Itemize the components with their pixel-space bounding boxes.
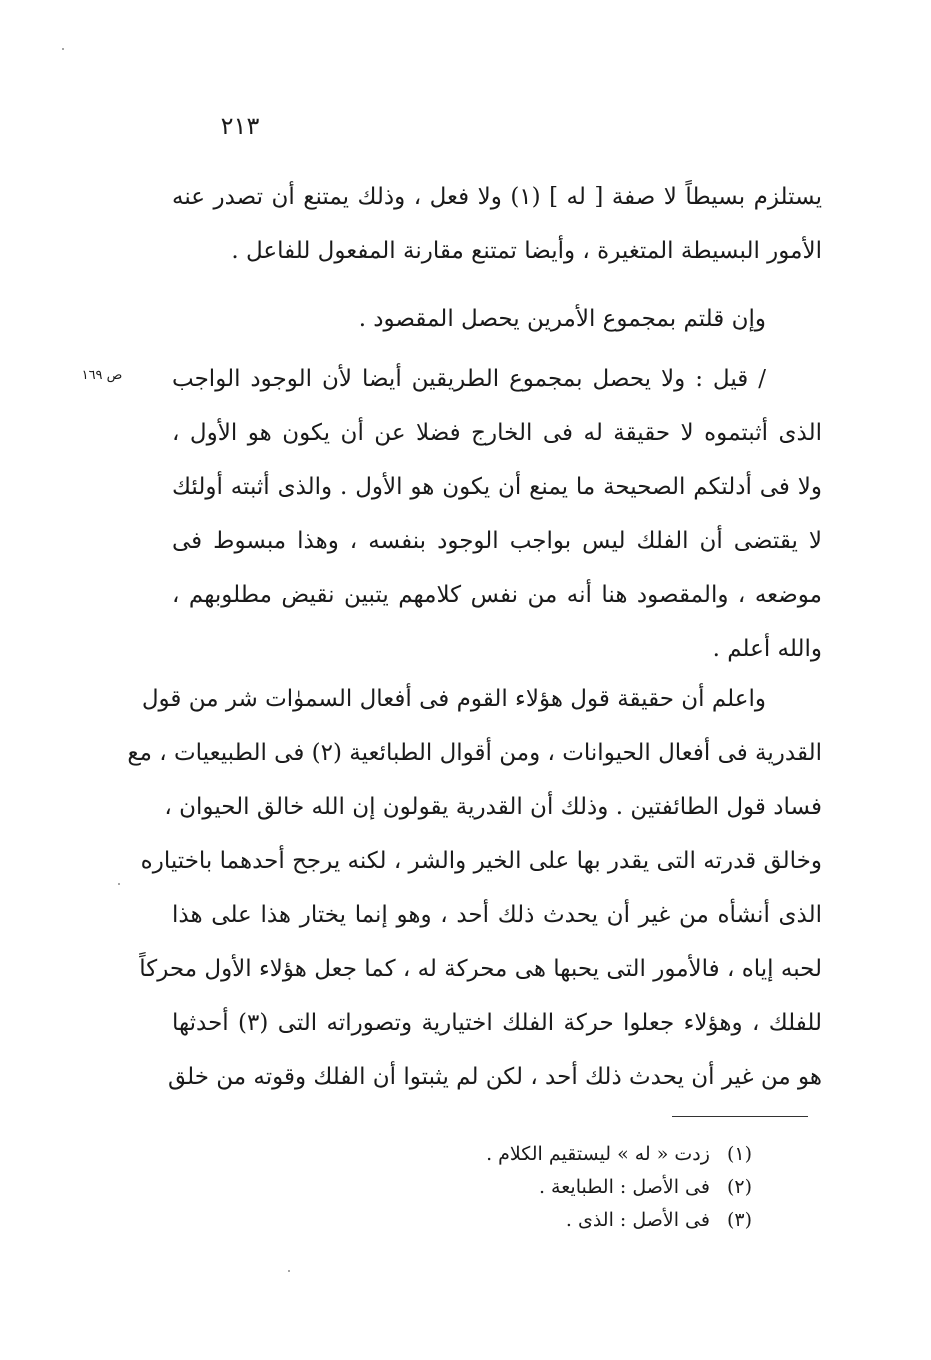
paragraph-3 bbox=[172, 352, 822, 676]
text-line: واعلم أن حقيقة قول هؤلاء القوم فى أفعال السموٰات شر من قول bbox=[141, 686, 766, 712]
scan-speck bbox=[62, 48, 64, 50]
paragraph-2 bbox=[172, 292, 822, 346]
text-line: / قيل : ولا يحصل بمجموع الطريقين أيضا لأن الوجود الواجب bbox=[172, 366, 766, 392]
text-line: وإن قلتم بمجموع الأمرين يحصل المقصود . bbox=[358, 306, 766, 332]
footnote-text: فى الأصل : الذى . bbox=[565, 1209, 710, 1231]
margin-reference: ص ١٦٩ bbox=[81, 368, 123, 383]
scan-speck bbox=[288, 1270, 290, 1272]
footnote-text: زدت « له » ليستقيم الكلام . bbox=[486, 1143, 710, 1165]
text-line: فساد قول الطائفتين . وذلك أن القدرية يقولون إن الله خالق الحيوان ، bbox=[164, 794, 822, 820]
text-line: ولا فى أدلتكم الصحيحة ما يمنع أن يكون هو الأول . والذى أثبته أولئك bbox=[172, 474, 822, 500]
page-number: ٢١٣ bbox=[220, 112, 260, 140]
text-line: والله أعلم . bbox=[712, 636, 822, 662]
footnote-2 bbox=[400, 1171, 752, 1204]
text-line: الأمور البسيطة المتغيرة ، وأيضا تمتنع مقارنة المفعول للفاعل . bbox=[231, 238, 822, 264]
text-line: الذى أنشأه من غير أن يحدث ذلك أحد ، وهو إنما يختار هذا على هذا bbox=[172, 902, 822, 928]
text-line: يستلزم بسيطاً لا صفة [ له ] (١) ولا فعل ، وذلك يمتنع أن تصدر عنه bbox=[172, 184, 822, 210]
text-line: لحبه إياه ، فالأمور التى يحبها هى محركة له ، كما جعل هؤلاء الأول محركاً bbox=[139, 956, 822, 982]
paragraph-4 bbox=[127, 672, 822, 1104]
paragraph-1 bbox=[172, 170, 822, 278]
text-line: لا يقتضى أن الفلك ليس بواجب الوجود بنفسه ، وهذا مبسوط فى bbox=[172, 528, 822, 554]
text-line: هو من غير أن يحدث ذلك أحد ، لكن لم يثبتوا أن الفلك وقوته من خلق bbox=[167, 1064, 822, 1090]
footnote-1 bbox=[400, 1138, 752, 1171]
text-line: للفلك ، وهؤلاء جعلوا حركة الفلك اختيارية وتصوراته التى (٣) أحدثها bbox=[172, 1010, 822, 1036]
text-line: موضعه ، والمقصود هنا أنه من نفس كلامهم يتبين نقيض مطلوبهم ، bbox=[172, 582, 822, 608]
footnote-number: (٢) bbox=[726, 1176, 752, 1198]
footnote-3 bbox=[400, 1204, 752, 1237]
footnote-divider bbox=[672, 1116, 808, 1117]
footnote-number: (٣) bbox=[726, 1209, 752, 1231]
footnotes bbox=[400, 1138, 752, 1237]
text-line: القدرية فى أفعال الحيوانات ، ومن أقوال الطبائعية (٢) فى الطبيعيات ، مع bbox=[127, 740, 822, 766]
text-line: الذى أثبتموه لا حقيقة له فى الخارج فضلا عن أن يكون هو الأول ، bbox=[172, 420, 822, 446]
scan-speck bbox=[118, 883, 120, 885]
text-line: وخالق قدرته التى يقدر بها على الخير والشر ، لكنه يرجح أحدهما باختياره bbox=[140, 848, 822, 874]
footnote-text: فى الأصل : الطبايعة . bbox=[538, 1176, 710, 1198]
footnote-number: (١) bbox=[726, 1143, 752, 1165]
